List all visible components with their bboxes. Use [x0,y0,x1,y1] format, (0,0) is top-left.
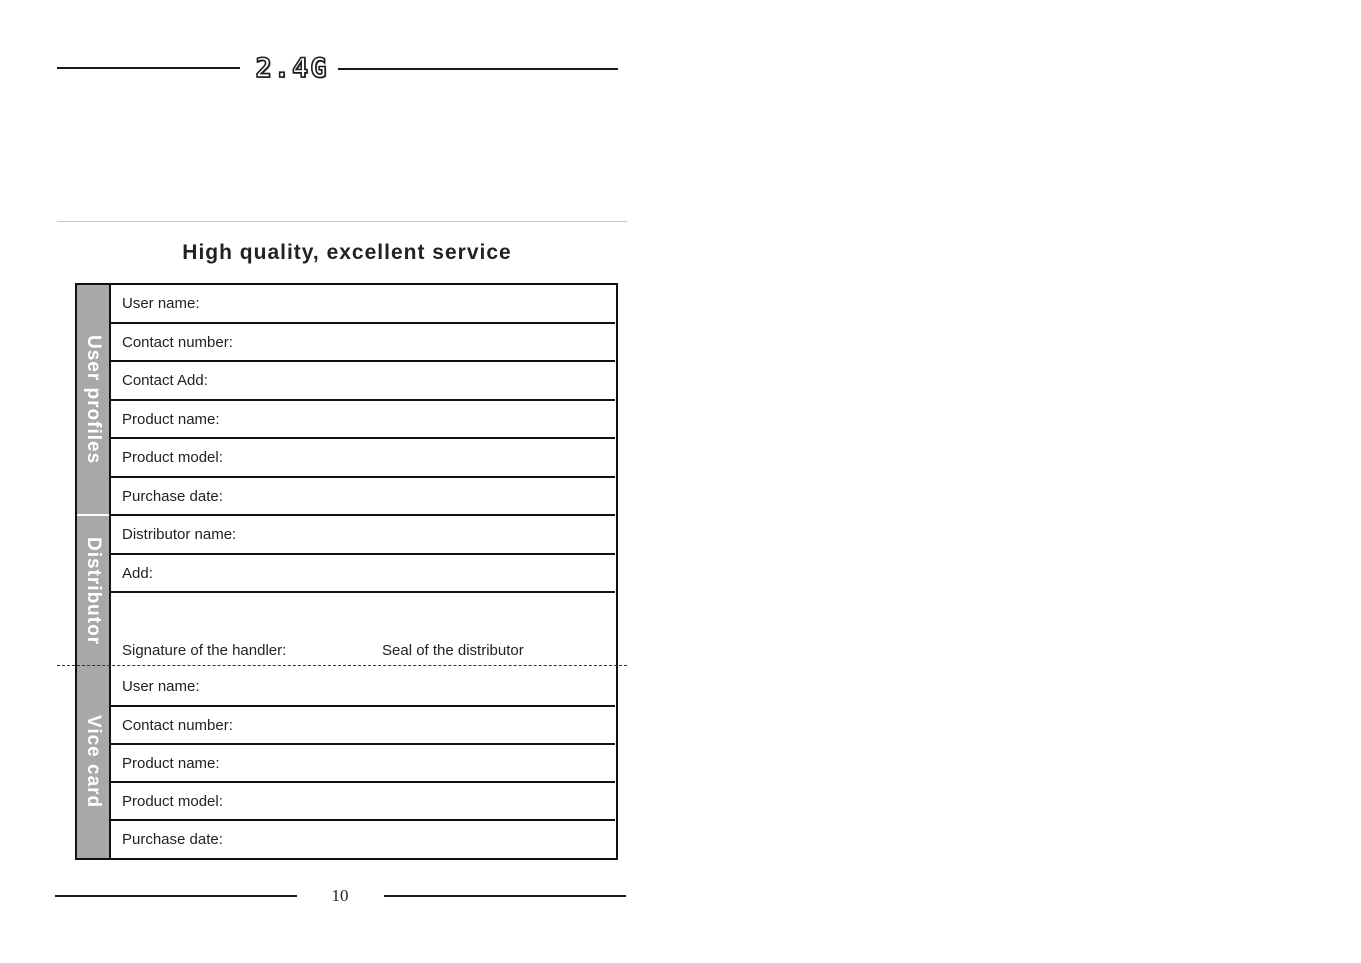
field-distributor-add[interactable]: Add: [111,555,615,593]
section-divider [57,221,627,222]
header-rule-right [338,68,618,70]
field-purchase-date[interactable]: Purchase date: [111,478,615,516]
section-label-distributor: Distributor [77,516,109,666]
field-contact-add[interactable]: Contact Add: [111,362,615,401]
vice-field-product-model[interactable]: Product model: [111,783,615,821]
field-contact-number[interactable]: Contact number: [111,324,615,362]
footer-rule-right [384,895,626,897]
vice-field-purchase-date[interactable]: Purchase date: [122,831,223,848]
field-product-name[interactable]: Product name: [111,401,615,439]
vice-field-user-name[interactable]: User name: [111,668,615,707]
page-title: High quality, excellent service [182,241,512,264]
brand-logo: 2.4G [255,53,329,84]
section-label-user-profiles: User profiles [77,285,109,514]
field-user-name[interactable]: User name: [111,285,615,324]
field-distributor-name[interactable]: Distributor name: [111,516,615,555]
page-number: 10 [331,886,349,905]
signature-label: Signature of the handler: [122,642,287,659]
cut-line [57,665,627,666]
header-rule-left [57,67,240,69]
vice-field-product-name[interactable]: Product name: [111,745,615,783]
field-product-model[interactable]: Product model: [111,439,615,478]
section-label-vice-card: Vice card [77,666,109,858]
footer-rule-left [55,895,297,897]
form-column-divider [109,285,111,858]
vice-field-contact-number[interactable]: Contact number: [111,707,615,745]
seal-label: Seal of the distributor [382,642,524,659]
